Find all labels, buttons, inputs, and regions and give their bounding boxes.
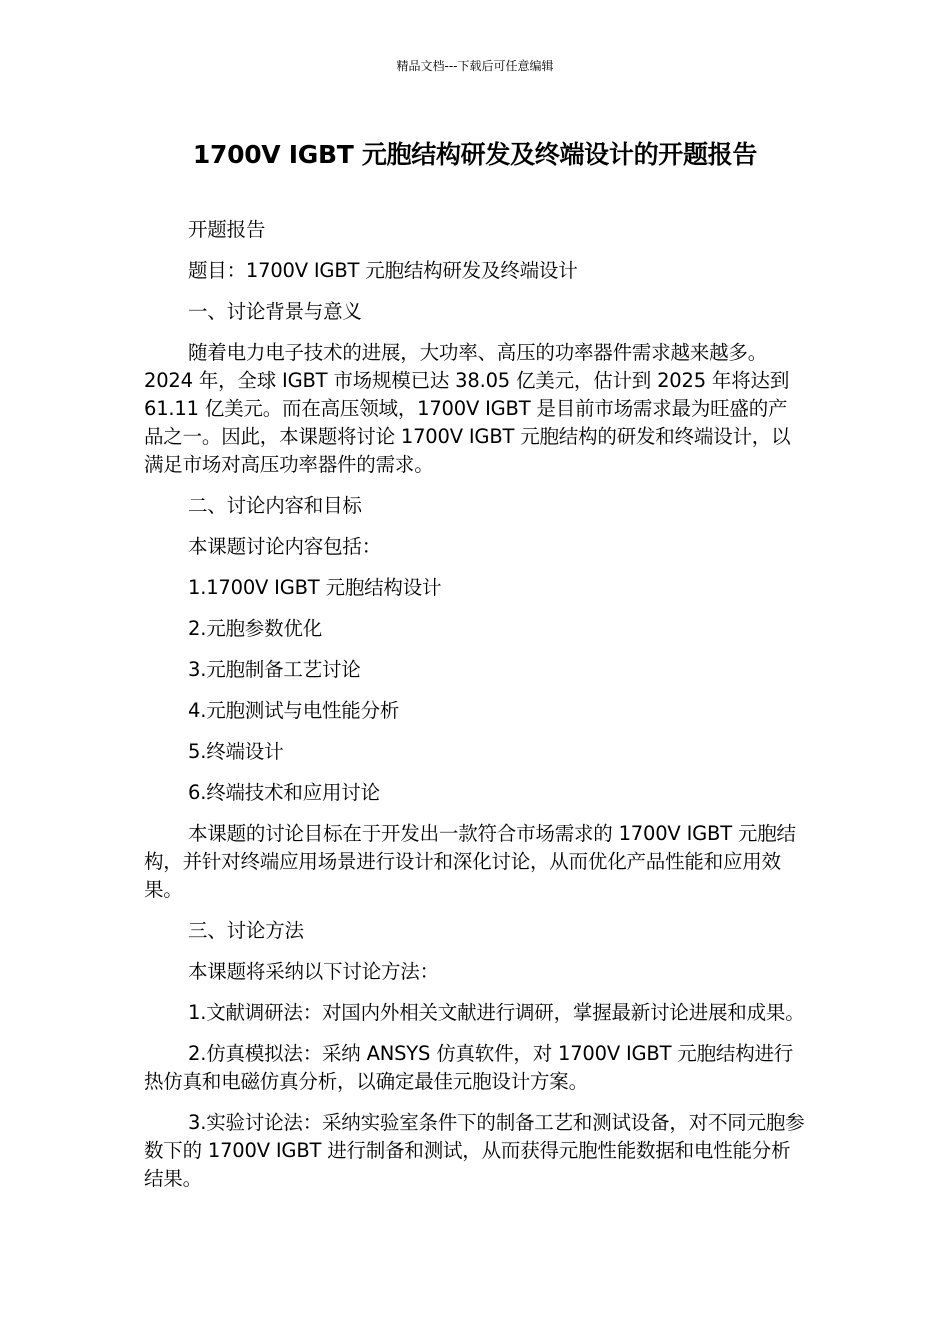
- background-paragraph: 随着电力电子技术的进展，大功率、高压的功率器件需求越来越多。2024 年，全球 IGBT 市场规模已达 38.05 亿美元，估计到 2025 年将达到 61.11 亿美元。而在高压领域，1700V IGBT 是目前市场需求最为旺盛的产品之一。因此，本课题将讨论 1700V IGBT 元胞结构的研发和终端设计，以满足市场对高压功率器件的需求。: [144, 341, 791, 476]
- list-item: 4.元胞测试与电性能分析: [188, 699, 400, 722]
- list-item: 6.终端技术和应用讨论: [188, 781, 380, 804]
- method-item: 3.实验讨论法：采纳实验室条件下的制备工艺和测试设备，对不同元胞参数下的 1700V IGBT 进行制备和测试，从而获得元胞性能数据和电性能分析结果。: [144, 1111, 805, 1190]
- page-header: 精品文档---下载后可任意编辑: [396, 59, 554, 73]
- goal-paragraph: 本课题的讨论目标在于开发出一款符合市场需求的 1700V IGBT 元胞结构，并针对终端应用场景进行设计和深化讨论，从而优化产品性能和应用效果。: [144, 822, 796, 901]
- section-heading-content: 二、讨论内容和目标: [188, 494, 362, 517]
- method-item: 1.文献调研法：对国内外相关文献进行调研，掌握最新讨论进展和成果。: [188, 1001, 805, 1024]
- document-title: 1700V IGBT 元胞结构研发及终端设计的开题报告: [192, 140, 758, 169]
- content-intro: 本课题讨论内容包括：: [188, 535, 382, 558]
- section-heading-methods: 三、讨论方法: [188, 919, 304, 942]
- document-body: [144, 216, 806, 1206]
- list-item: 1.1700V IGBT 元胞结构设计: [188, 576, 442, 599]
- list-item: 5.终端设计: [188, 740, 284, 763]
- list-item: 2.元胞参数优化: [188, 617, 323, 640]
- section-label: 开题报告: [188, 218, 266, 241]
- methods-intro: 本课题将采纳以下讨论方法：: [188, 960, 439, 983]
- topic-line: 题目：1700V IGBT 元胞结构研发及终端设计: [188, 259, 578, 282]
- method-item: 2.仿真模拟法：采纳 ANSYS 仿真软件，对 1700V IGBT 元胞结构进行热仿真和电磁仿真分析，以确定最佳元胞设计方案。: [144, 1042, 794, 1093]
- list-item: 3.元胞制备工艺讨论: [188, 658, 361, 681]
- section-heading-background: 一、讨论背景与意义: [188, 300, 362, 323]
